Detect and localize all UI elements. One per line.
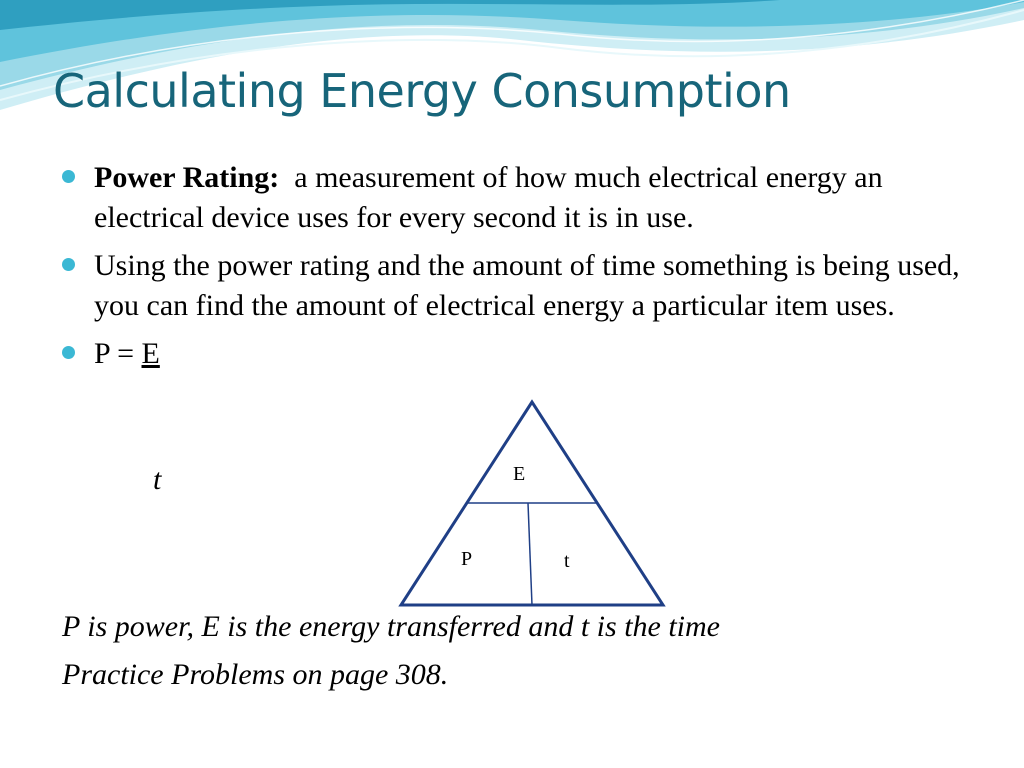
formula-lhs: P =: [94, 337, 142, 370]
formula-triangle: [395, 398, 675, 613]
triangle-label-power: P: [461, 548, 473, 570]
bullet-dot-icon: [62, 170, 75, 183]
bullet-list: [62, 158, 962, 382]
triangle-label-time: t: [564, 550, 570, 572]
formula-numerator: E: [141, 337, 160, 370]
triangle-label-energy: E: [513, 463, 526, 485]
bullet-term: Power Rating:: [94, 161, 280, 194]
bullet-formula: [62, 334, 962, 374]
slide-title: Calculating Energy Consumption: [53, 64, 791, 118]
bullet-using-power-rating: [62, 246, 962, 326]
definition-text: P is power, E is the energy transferred and t is the time: [62, 610, 720, 643]
practice-text: Practice Problems on page 308.: [62, 658, 449, 691]
formula-denominator: t: [153, 463, 162, 496]
bullet-dot-icon: [62, 346, 75, 359]
bullet-dot-icon: [62, 258, 75, 271]
bullet-text: Using the power rating and the amount of time something is being used, you can find the amount of electrical energy a particular item uses.: [94, 249, 960, 322]
bullet-text: a measurement of how much electrical energy an electrical device uses for every second it is in use.: [94, 161, 883, 234]
bullet-power-rating: [62, 158, 962, 238]
triangle-vertical-divider: [528, 503, 532, 605]
